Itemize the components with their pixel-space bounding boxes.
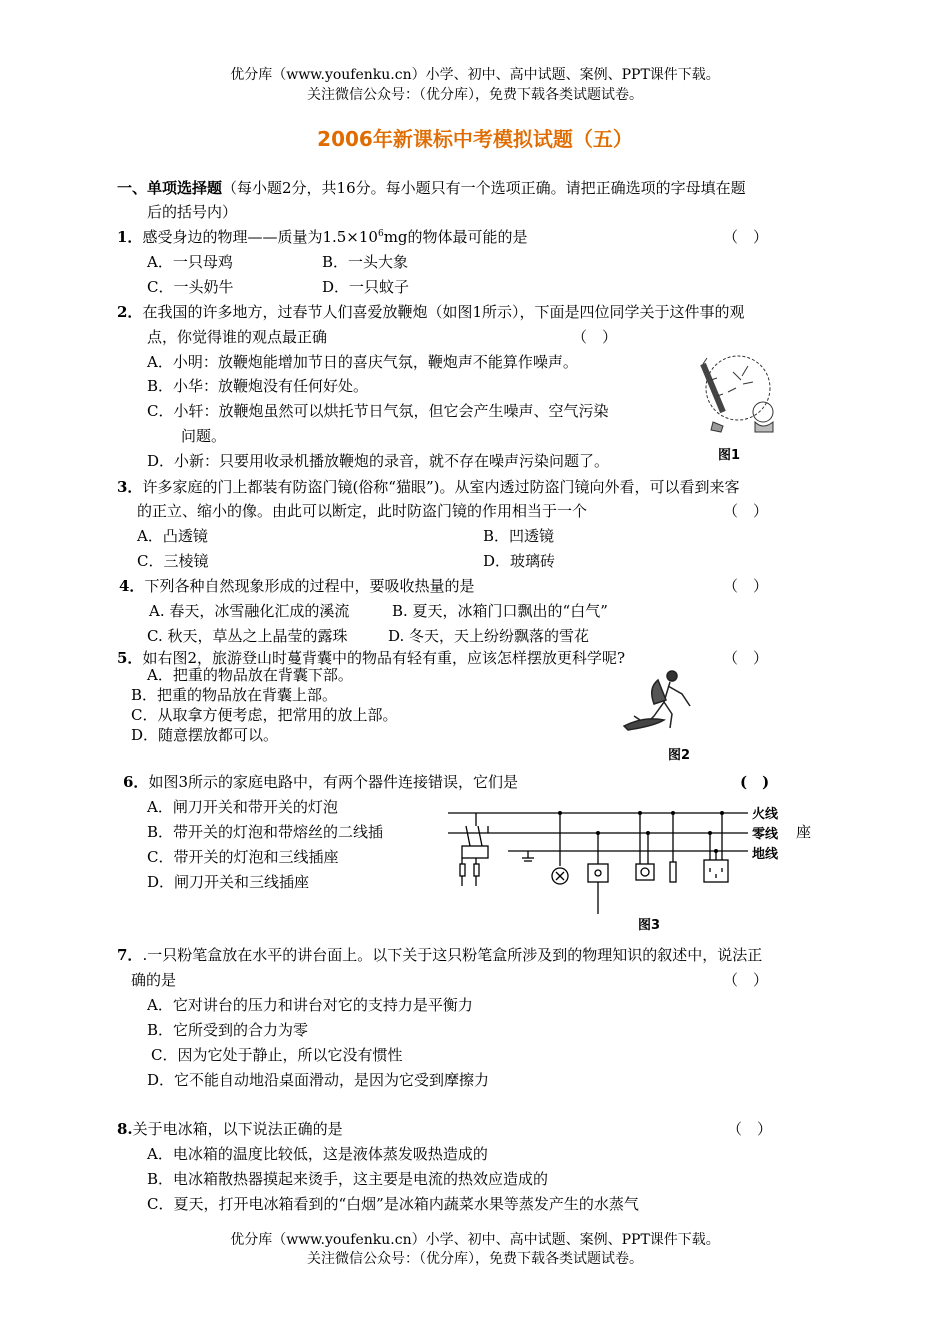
question-text-cont: 的正立、缩小的像。由此可以断定，此时防盗门镜的作用相当于一个	[137, 502, 588, 520]
answer-paren[interactable]: （ ）	[727, 1120, 773, 1138]
option-b: B．电冰箱散热器摸起来烫手，这主要是电流的热效应造成的	[147, 1170, 549, 1188]
question-number: 8.	[117, 1120, 133, 1138]
option-a: A．凸透镜	[137, 527, 208, 545]
question-text: 下列各种自然现象形成的过程中，要吸收热量的是	[144, 577, 475, 595]
option-c: C. 秋天，草丛之上晶莹的露珠	[147, 627, 348, 645]
section-heading	[117, 177, 746, 199]
option-c: C．夏天，打开电冰箱看到的“白烟”是冰箱内蔬菜水果等蒸发产生的水蒸气	[147, 1195, 639, 1213]
answer-paren[interactable]: （ ）	[723, 577, 769, 595]
question-number: 4．	[119, 577, 145, 595]
question-text: 感受身边的物理——质量为1.5×10	[142, 228, 378, 246]
option-c: C．小轩：放鞭炮虽然可以烘托节日气氛，但它会产生噪声、空气污染	[147, 402, 609, 420]
lamp-switch	[588, 864, 608, 882]
question-7	[117, 944, 762, 966]
question-text: 在我国的许多地方，过春节人们喜爱放鞭炮（如图1所示），下面是四位同学关于这件事的观	[142, 303, 745, 321]
figure-1-label: 图1	[718, 448, 741, 463]
option-b: B．带开关的灯泡和带熔丝的二线插	[147, 823, 384, 841]
exponent: 6	[377, 229, 384, 239]
header-line-2: 关注微信公众号：（优分库），免费下载各类试题试卷。	[307, 87, 643, 103]
question-8	[117, 1118, 343, 1140]
section-heading-label: 一、单项选择题	[117, 179, 223, 197]
option-c: C．从取拿方便考虑，把常用的放上部。	[131, 706, 398, 724]
option-d: D．它不能自动地沿桌面滑动，是因为它受到摩擦力	[147, 1071, 490, 1089]
footer-line-1: 优分库（www.youfenku.cn）小学、初中、高中试题、案例、PPT课件下载。	[230, 1232, 720, 1248]
question-4	[119, 575, 474, 597]
option-d: D．随意摆放都可以。	[131, 726, 279, 744]
question-text-cont: 确的是	[131, 971, 177, 989]
question-number: 2．	[117, 303, 143, 321]
option-a: A．闸刀开关和带开关的灯泡	[147, 798, 338, 816]
option-c: C．因为它处于静止，所以它没有惯性	[151, 1046, 403, 1064]
question-text: .一只粉笔盒放在水平的讲台面上。以下关于这只粉笔盒所涉及到的物理知识的叙述中，说法正	[142, 946, 763, 964]
figure-2-hiker	[620, 666, 700, 736]
fuse	[670, 862, 676, 882]
option-b-tail: 座	[796, 823, 812, 841]
option-c-cont: 问题。	[181, 427, 227, 445]
option-d: D．玻璃砖	[483, 552, 556, 570]
figure-3-circuit	[448, 796, 748, 916]
question-number: 5．	[117, 649, 143, 667]
option-a: A．一只母鸡	[147, 253, 233, 271]
option-c: C．一头奶牛	[147, 278, 234, 296]
two-wire-socket	[636, 864, 654, 880]
option-a: A. 春天，冰雪融化汇成的溪流	[149, 602, 350, 620]
option-b: B．一头大象	[322, 253, 409, 271]
page-title: 2006年新课标中考模拟试题（五）	[317, 127, 633, 151]
option-b: B．把重的物品放在背囊上部。	[131, 686, 338, 704]
neutral-wire-label: 零线	[752, 827, 779, 842]
option-b: B. 夏天，冰箱门口飘出的“白气”	[392, 602, 608, 620]
option-a: A．小明：放鞭炮能增加节日的喜庆气氛，鞭炮声不能算作噪声。	[147, 353, 578, 371]
three-wire-socket	[704, 860, 728, 882]
option-d: D. 冬天，天上纷纷飘落的雪花	[388, 627, 590, 645]
option-b: B．凹透镜	[483, 527, 555, 545]
knife-switch	[462, 846, 488, 858]
option-a: A．电冰箱的温度比较低，这是液体蒸发吸热造成的	[147, 1145, 488, 1163]
ground-wire-label: 地线	[752, 847, 779, 862]
question-text: 关于电冰箱，以下说法正确的是	[132, 1120, 343, 1138]
option-b: B．它所受到的合力为零	[147, 1021, 309, 1039]
question-number: 1．	[117, 228, 143, 246]
question-number: 3．	[117, 478, 143, 496]
option-c: C．三棱镜	[137, 552, 209, 570]
header-line-1: 优分库（www.youfenku.cn）小学、初中、高中试题、案例、PPT课件下载。	[230, 67, 720, 83]
question-text: 如图3所示的家庭电路中，有两个器件连接错误，它们是	[148, 773, 518, 791]
option-c: C．带开关的灯泡和三线插座	[147, 848, 339, 866]
question-2	[117, 301, 745, 323]
answer-paren[interactable]: ( )	[740, 773, 770, 791]
answer-paren[interactable]: （ ）	[723, 228, 769, 246]
answer-paren[interactable]: （ ）	[723, 649, 769, 667]
section-instructions-cont: 后的括号内）	[147, 203, 238, 221]
answer-paren[interactable]: （ ）	[723, 971, 769, 989]
question-1	[117, 226, 528, 248]
option-b: B．小华：放鞭炮没有任何好处。	[147, 377, 369, 395]
question-text-cont: mg的物体最可能的是	[383, 228, 528, 246]
question-3	[117, 476, 739, 498]
figure-3-label: 图3	[638, 918, 661, 933]
question-number: 7．	[117, 946, 143, 964]
option-d: D．闸刀开关和三线插座	[147, 873, 310, 891]
live-wire-label: 火线	[752, 807, 779, 822]
question-text: 许多家庭的门上都装有防盗门镜(俗称“猫眼”)。从室内透过防盗门镜向外看，可以看到来客	[142, 478, 740, 496]
option-d: D．小新：只要用收录机播放鞭炮的录音，就不存在噪声污染问题了。	[147, 452, 610, 470]
question-text: 如右图2，旅游登山时蔓背囊中的物品有轻有重，应该怎样摆放更科学呢?	[142, 649, 626, 667]
option-d: D．一只蚊子	[322, 278, 410, 296]
figure-2-label: 图2	[668, 748, 691, 763]
answer-paren[interactable]: （ ）	[572, 328, 618, 346]
question-text-cont: 点，你觉得谁的观点最正确	[147, 328, 328, 346]
figure-1-firecrackers	[693, 352, 788, 437]
answer-paren[interactable]: （ ）	[723, 502, 769, 520]
option-a: A．它对讲台的压力和讲台对它的支持力是平衡力	[147, 996, 473, 1014]
footer-line-2: 关注微信公众号：（优分库），免费下载各类试题试卷。	[307, 1251, 643, 1267]
option-a: A．把重的物品放在背囊下部。	[147, 666, 353, 684]
section-instructions: （每小题2分，共16分。每小题只有一个选项正确。请把正确选项的字母填在题	[222, 179, 746, 197]
question-6	[123, 771, 518, 793]
question-number: 6．	[123, 773, 149, 791]
